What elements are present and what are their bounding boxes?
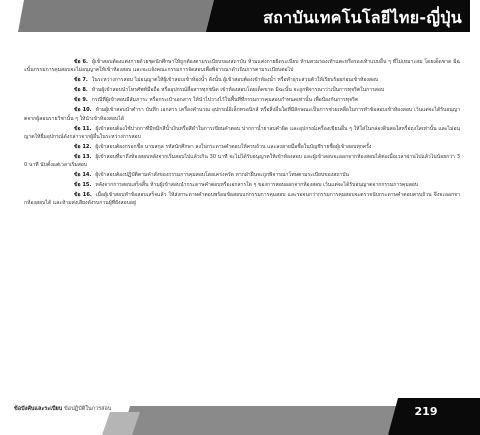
article-text: ผู้เข้าสอบต้องแต่งกายด้วยชุดนักศึกษาให้ถูกต้องตามระเบียบของสถาบัน ห้ามแต่งกายผิดระเบียบ ห้ามสวมรองเท้าแตะหรือรองเท้าแบบอื่น ๆ ที่ไม่เหมาะสม โดยเด็ดขาด มิฉะนั้นกรรมการคุมสอบจะไม่อนุญาตให้เข้าห้องสอบ และจะแจ้งคณะกรรมการจัดสอบเพื่อพิจารณาดำเนินการตามระเบียบต่อไป <box>24 59 460 74</box>
article-12 <box>24 143 460 151</box>
header-band <box>18 0 470 32</box>
article-text: ผู้เข้าสอบต้องใช้ปากกาที่มีหมึกสีน้ำเงินหรือสีดำในการเขียนคำตอบ ปากกาน้ำยาลบคำผิด และอุปกรณ์เครื่องเขียนอื่น ๆ ให้ใส่ในกล่องดินสอใสหรือถุงใสเท่านั้น และไม่อนุญาตให้ยืมอุปกรณ์ดังกล่าวจากผู้อื่นในระหว่างการสอบ <box>24 125 460 140</box>
article-text: ผู้เข้าสอบที่มาถึงห้องสอบหลังจากเริ่มสอบไปแล้วเกิน 30 นาที จะไม่ได้รับอนุญาตให้เข้าห้องสอบ และผู้เข้าสอบจะออกจากห้องสอบได้ต่อเมื่อเวลาผ่านไปแล้วไม่น้อยกว่า 30 นาที นับตั้งแต่เวลาเริ่มสอบ <box>24 153 460 169</box>
article-15 <box>24 181 460 189</box>
article-11 <box>24 125 460 141</box>
article-number: ข้อ 6. <box>74 59 88 65</box>
rules-content <box>24 58 460 210</box>
article-number: ข้อ 8. <box>74 87 88 94</box>
article-number: ข้อ 16. <box>74 192 92 199</box>
article-number: ข้อ 9. <box>74 97 88 104</box>
article-text: ในระหว่างการสอบ ไม่อนุญาตให้ผู้เข้าสอบเข้าห้องน้ำ ดังนั้น ผู้เข้าสอบต้องเข้าห้องน้ำ หรือทำธุระส่วนตัวให้เรียบร้อยก่อนเข้าห้องสอบ <box>91 77 379 84</box>
article-text: ห้ามผู้เข้าสอบนำโทรศัพท์มือถือ หรืออุปกรณ์สื่อสารทุกชนิด เข้าห้องสอบโดยเด็ดขาด มิฉะนั้น จะถูกพิจารณาว่าเป็นการทุจริตในการสอบ <box>91 87 385 94</box>
article-number: ข้อ 15. <box>74 182 92 189</box>
article-number: ข้อ 12. <box>74 143 92 150</box>
header-title: สถาบันเทคโนโลยีไทย-ญี่ปุ่น <box>263 8 462 27</box>
article-7 <box>24 76 460 84</box>
article-number: ข้อ 11. <box>74 125 92 132</box>
page-number: 219 <box>414 405 438 418</box>
article-16 <box>24 191 460 207</box>
article-number: ข้อ 14. <box>74 172 92 179</box>
article-number: ข้อ 13. <box>74 153 92 160</box>
article-text: ผู้เข้าสอบต้องปฏิบัติตามคำสั่งของกรรมการคุมสอบโดยเคร่งครัด หากฝ่าฝืนจะถูกพิจารณาโทษตามระเบียบของสถาบัน <box>95 172 349 179</box>
footer-section-bold: ข้อบังคับและระเบียบ <box>14 406 63 412</box>
article-text: ห้ามผู้เข้าสอบนำตำรา บันทึก เอกสาร เครื่องคำนวณ อุปกรณ์อิเล็กทรอนิกส์ หรือสิ่งอื่นใดที่มีลักษณะเป็นการช่วยเหลือในการทำข้อสอบเข้าห้องสอบ เว้นแต่จะได้รับอนุญาตจากผู้สอนรายวิชานั้น ๆ ให้นำเข้าห้องสอบได้ <box>24 107 460 122</box>
article-text: ผู้เข้าสอบต้องกรอกชื่อ นามสกุล รหัสนักศึกษา ลงในกระดาษคำตอบให้ครบถ้วน และลงลายมือชื่อในบัญชีรายชื่อผู้เข้าสอบทุกครั้ง <box>95 143 372 150</box>
footer-section-title <box>14 405 111 413</box>
article-number: ข้อ 7. <box>74 77 88 84</box>
footer-section-label: ข้อปฏิบัติในการสอบ <box>64 406 112 412</box>
article-13 <box>24 153 460 169</box>
article-10 <box>24 106 460 122</box>
article-6 <box>24 58 460 74</box>
article-text: หลังจากการสอบเสร็จสิ้น ห้ามผู้เข้าสอบนำกระดาษคำตอบหรือเอกสารใด ๆ ของการสอบออกจากห้องสอบ เว้นแต่จะได้รับอนุญาตจากกรรมการคุมสอบ <box>95 182 419 189</box>
article-text: เมื่อผู้เข้าสอบทำข้อสอบเสร็จแล้ว ให้ส่งกระดาษคำตอบพร้อมข้อสอบแก่กรรมการคุมสอบ และรอจนกว่ากรรมการคุมสอบจะตรวจนับกระดาษคำตอบครบถ้วน จึงจะออกจากห้องสอบได้ และห้ามส่งเสียงดังรบกวนผู้ที่ยังสอบอยู่ <box>24 192 460 207</box>
article-8 <box>24 86 460 94</box>
article-9 <box>24 96 460 104</box>
article-14 <box>24 171 460 179</box>
article-text: กรณีที่ผู้เข้าสอบมีสัมภาระ หรือกระเป๋าเอกสาร ให้นำไปวางไว้ในพื้นที่ที่กรรมการคุมสอบกำหนดเท่านั้น เพื่อป้องกันการทุจริต <box>91 97 359 104</box>
article-number: ข้อ 10. <box>74 107 92 114</box>
